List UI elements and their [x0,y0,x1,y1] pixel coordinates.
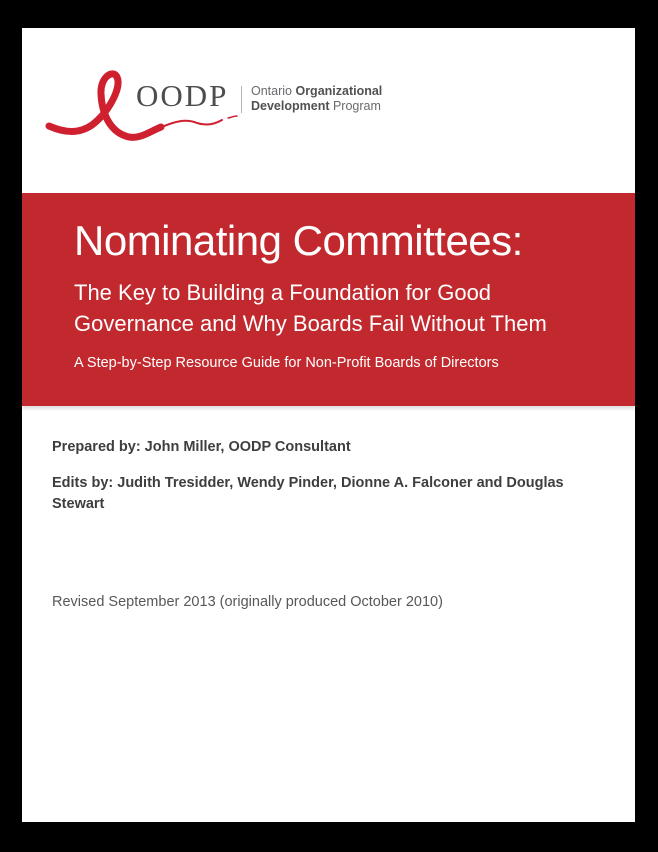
guide-tagline: A Step-by-Step Resource Guide for Non-Profit Boards of Directors [74,355,499,371]
document-page [22,28,635,822]
tagline-development: Development [251,99,330,113]
edits-line1: Edits by: Judith Tresidder, Wendy Pinder, Dionne A. Falconer and Douglas [52,475,564,491]
document-subtitle [74,277,595,339]
logo-divider [241,86,242,113]
revision-date-line: Revised September 2013 (originally produced October 2010) [52,594,443,610]
tagline-ontario: Ontario [251,84,296,98]
edits-by-line [52,473,605,515]
document-title: Nominating Committees: [74,217,523,264]
subtitle-line1: The Key to Building a Foundation for Good [74,280,492,305]
logo-tagline-line1 [251,84,382,99]
edits-line2: Stewart [52,496,105,512]
logo-wordmark: OODP [136,78,229,113]
oodp-logo [22,28,635,198]
title-banner [22,193,635,406]
logo-tagline [251,84,382,114]
subtitle-line2: Governance and Why Boards Fail Without Them [74,311,547,336]
prepared-by-line: Prepared by: John Miller, OODP Consultant [52,439,351,455]
logo-tagline-line2 [251,99,382,114]
tagline-program: Program [329,99,381,113]
byline-section [22,406,635,612]
tagline-organizational: Organizational [295,84,383,98]
